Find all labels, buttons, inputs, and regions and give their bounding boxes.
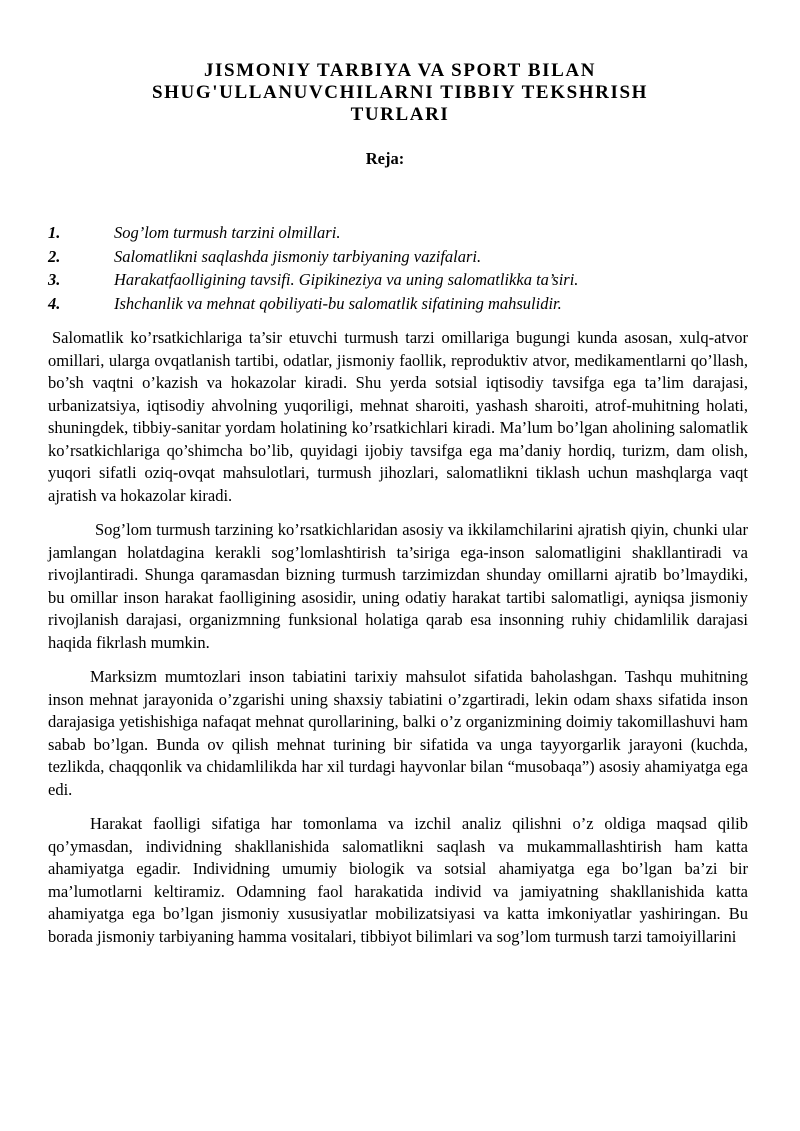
plan-item [48, 245, 748, 269]
plan-item [48, 268, 748, 292]
plan-item-text: Ishchanlik va mehnat qobiliyati-bu salomatlik sifatining mahsulidir. [114, 293, 562, 313]
plan-item [48, 292, 748, 316]
title-line-2: SHUG'ULLANUVCHILARNI TIBBIY TEKSHRISH [152, 82, 648, 103]
plan-item-number: 4. [48, 293, 61, 313]
body-paragraph: Marksizm mumtozlari inson tabiatini tarixiy mahsulot sifatida baholashgan. Tashqu muhitning inson mehnat jarayonida o’zgarishi uning shaxsiy tabiatini o’zgartiradi, lekin odam shaxs sifatida inson darajasiga yetishishiga nafaqat mehnat qurollarining, balki o’z organizmining doimiy takomillashuvi ham sabab bo’lgan. Bunda ov qilish mehnat turining bir sifatida va unga tayyorgarlik jarayoni (kuchda, tezlikda, chaqqonlik va chidamlilikda har xil turdagi hayvonlar bilan “musobaqa”) asosiy ahamiyatga ega edi. [48, 667, 748, 799]
plan-item-text: Salomatlikni saqlashda jismoniy tarbiyaning vazifalari. [114, 246, 482, 266]
body-paragraph: Sog’lom turmush tarzining ko’rsatkichlaridan asosiy va ikkilamchilarini ajratish qiyin, chunki ular jamlangan holatdagina kerakli sog’lomlashtirish ta’siriga ega-inson salomatligini shakllantiradi va rivojlantiradi. Shunga qaramasdan bizning turmush tarzimizdan shunday omillarni ajratib bo’lmaydiki, bu omillar inson harakat faolligining asosidir, uning odatiy harakat tartibi salomatligi, ayniqsa jismoniy rivojlanish darajasi, organizmning funksional holatiga qarab esa insonning ruhiy chidamlilik darajasi haqida fikrlash mumkin. [48, 520, 748, 652]
plan-item-text: Harakatfaolligining tavsifi. Gipikineziya va uning salomatlikka ta’siri. [114, 270, 579, 289]
plan-item-number: 3. [48, 270, 61, 289]
title-line-1: JISMONIY TARBIYA VA SPORT BILAN [203, 60, 597, 81]
plan-item-text: Sog’lom turmush tarzini olmillari. [114, 223, 341, 242]
plan-item [48, 221, 748, 245]
title-line-3: TURLARI [350, 104, 450, 125]
body-text [48, 327, 748, 960]
plan-heading: Reja: [365, 149, 405, 168]
plan-item-number: 1. [48, 223, 61, 242]
document-title [60, 60, 740, 126]
body-paragraph: Salomatlik ko’rsatkichlariga ta’sir etuvchi turmush tarzi omillariga bugungi kunda asosan, xulq-atvor omillari, ularga ovqatlanish tartibi, odatlar, jismoniy faollik, reproduktiv atvor, medikamentlarni qo’llash, bo’sh vaqtni o’kazish va hokazolar kiradi. Shu yerda sotsial iqtisodiy tavsifga ega ta’lim darajasi, urbanizatsiya, iqtisodiy ahvolning yuqoriligi, mehnat sharoiti, yashash sharoiti, atrof-muhitning holati, shuningdek, tibbiy-sanitar yordam holatining ko’rsatkichlari kiradi. Ma’lum bo’lgan aholining salomatlik ko’rsatkichlariga qo’shimcha bo’lib, quyidagi ijobiy tavsifga ega ma’daniy hordiq, turizm, dam olish, yuqori sifatli oziq-ovqat mahsulotlari, turmush jihozlari, salomatlikni tiklash uchun mashqlarga vaqt ajratish va hokazolar kiradi. [48, 328, 748, 505]
plan-item-number: 2. [48, 246, 61, 266]
body-paragraph: Harakat faolligi sifatiga har tomonlama va izchil analiz qilishni o’z oldiga maqsad qilib qo’ymasdan, individning shakllanishida salomatlikni saqlash va mukammallashtirish ham katta ahamiyatga egadir. Individning umumiy biologik va sotsial ahamiyatga ega bo’lgan ba’zi bir ma’lumotlarni keltiramiz. Odamning faol harakatida individ va jamiyatning shakllanishida katta ahamiyatga ega bo’lgan jismoniy xususiyatlar mobilizatsiyasi va katta imkoniyatlar yashiringan. Bu borada jismoniy tarbiyaning hamma vositalari, tibbiyot bilimlari va sog’lom turmush tarzi tamoiyillarini [48, 814, 748, 946]
plan-list [48, 221, 748, 315]
